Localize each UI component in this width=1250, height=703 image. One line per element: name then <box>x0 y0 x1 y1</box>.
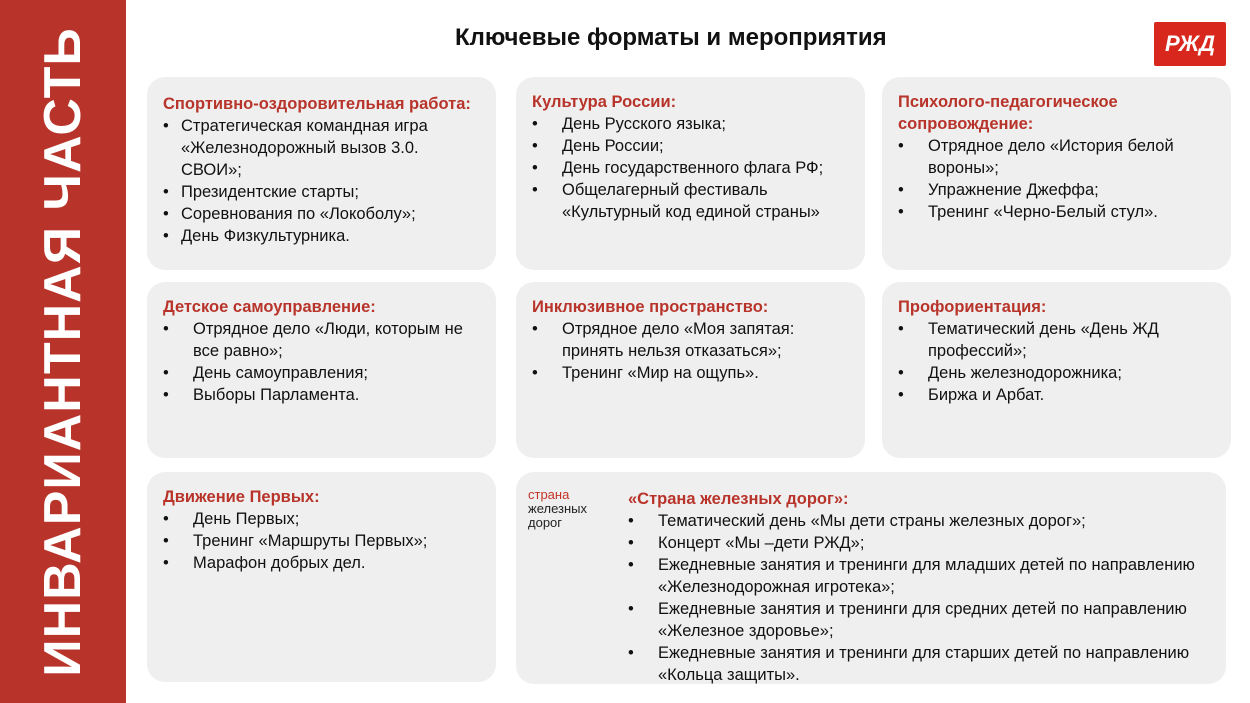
card-title: Культура России: <box>532 93 677 111</box>
list-item: • День самоуправления; <box>163 362 480 384</box>
list-item: • Стратегическая командная игра «Железнодорожный вызов 3.0. СВОИ»; <box>163 115 480 181</box>
section-label: ИНВАРИАНТНАЯ ЧАСТЬ <box>34 27 92 677</box>
card-railway-country <box>516 472 1226 684</box>
item-list <box>163 318 480 406</box>
list-item: • День государственного флага РФ; <box>532 157 849 179</box>
card-title: Движение Первых: <box>163 488 320 506</box>
card-title: Спортивно-оздоровительная работа: <box>163 95 471 113</box>
item-list <box>163 115 480 247</box>
list-item: • Концерт «Мы –дети РЖД»; <box>628 532 1210 554</box>
rzd-logo: РЖД <box>1154 22 1226 66</box>
list-item: • Ежедневные занятия и тренинги для старших детей по направлению «Кольца защиты». <box>628 642 1210 686</box>
card-inclusive <box>516 282 865 458</box>
item-list <box>628 510 1210 686</box>
card-psychology <box>882 77 1231 270</box>
logo-line: дорог <box>528 515 563 530</box>
list-item: • Тренинг «Черно-Белый стул». <box>898 201 1215 223</box>
list-item: • Биржа и Арбат. <box>898 384 1215 406</box>
list-item: • Тематический день «День ЖД профессий»; <box>898 318 1215 362</box>
card-title: «Страна железных дорог»: <box>628 490 849 508</box>
card-culture <box>516 77 865 270</box>
strana-zheleznykh-dorog-logo <box>528 488 587 530</box>
logo-line: железных <box>528 501 588 516</box>
list-item: • Отрядное дело «Моя запятая: принять нельзя отказаться»; <box>532 318 849 362</box>
item-list <box>532 318 849 384</box>
list-item: • Президентские старты; <box>163 181 480 203</box>
card-movement-first <box>147 472 496 682</box>
card-title: Психолого-педагогическое сопровождение: <box>898 93 1118 133</box>
sidebar-band <box>0 0 126 703</box>
list-item: • День Русского языка; <box>532 113 849 135</box>
list-item: • День России; <box>532 135 849 157</box>
list-item: • Упражнение Джеффа; <box>898 179 1215 201</box>
list-item: • Ежедневные занятия и тренинги для младших детей по направлению «Железнодорожная игротека»; <box>628 554 1210 598</box>
card-career <box>882 282 1231 458</box>
item-list <box>898 135 1215 223</box>
card-title: Детское самоуправление: <box>163 298 376 316</box>
list-item: • Общелагерный фестиваль «Культурный код единой страны» <box>532 179 849 223</box>
list-item: • Тренинг «Маршруты Первых»; <box>163 530 480 552</box>
list-item: • Выборы Парламента. <box>163 384 480 406</box>
list-item: • Ежедневные занятия и тренинги для средних детей по направлению «Железное здоровье»; <box>628 598 1210 642</box>
list-item: • День Первых; <box>163 508 480 530</box>
card-title: Инклюзивное пространство: <box>532 298 769 316</box>
item-list <box>532 113 849 223</box>
card-title: Профориентация: <box>898 298 1047 316</box>
card-sport <box>147 77 496 270</box>
list-item: • Отрядное дело «Люди, которым не все равно»; <box>163 318 480 362</box>
card-self-government <box>147 282 496 458</box>
page-title: Ключевые форматы и мероприятия <box>455 24 887 51</box>
logo-line: страна <box>528 487 570 502</box>
list-item: • День железнодорожника; <box>898 362 1215 384</box>
item-list <box>898 318 1215 406</box>
item-list <box>163 508 480 574</box>
list-item: • Соревнования по «Локоболу»; <box>163 203 480 225</box>
list-item: • Тренинг «Мир на ощупь». <box>532 362 849 384</box>
list-item: • Тематический день «Мы дети страны железных дорог»; <box>628 510 1210 532</box>
list-item: • День Физкультурника. <box>163 225 480 247</box>
list-item: • Марафон добрых дел. <box>163 552 480 574</box>
list-item: • Отрядное дело «История белой вороны»; <box>898 135 1215 179</box>
